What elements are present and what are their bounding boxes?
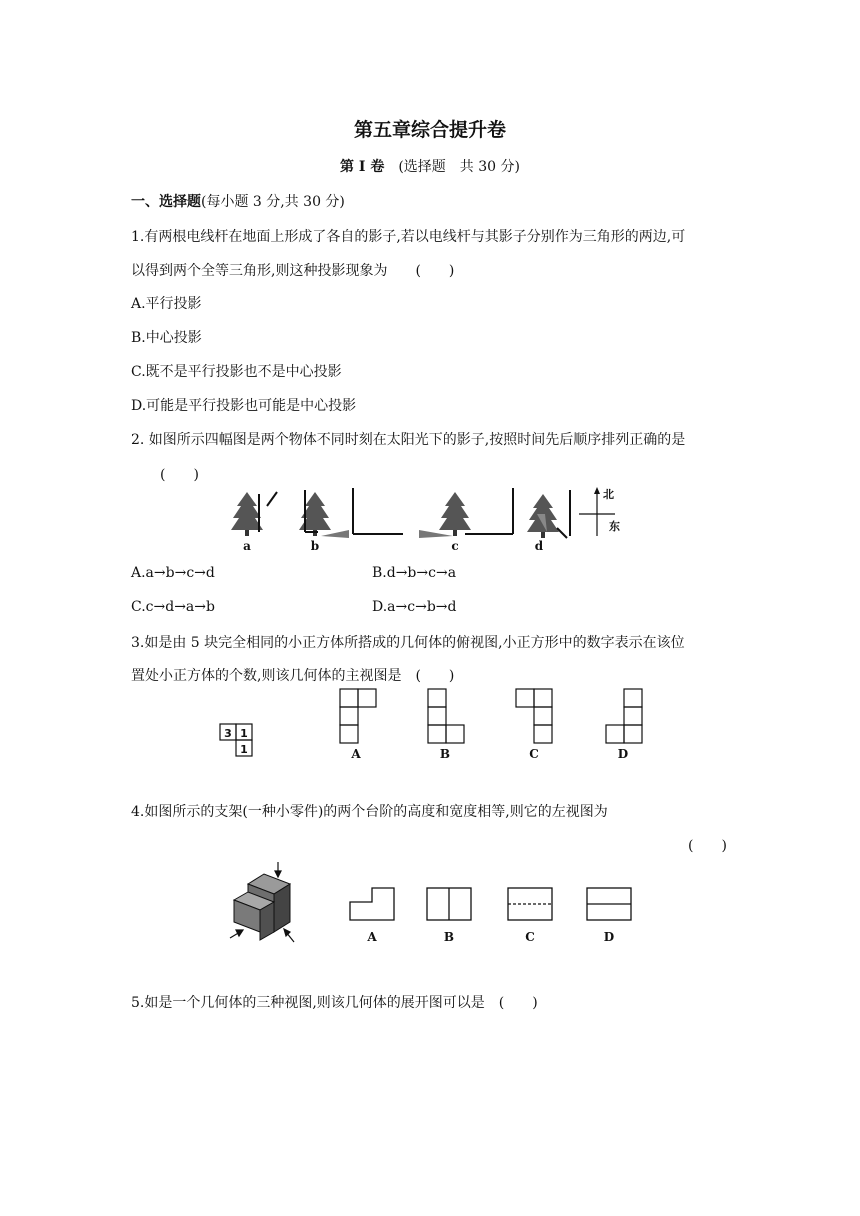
section-detail: (每小题 3 分,共 30 分) [201, 194, 345, 210]
q2-option-b: B.d→b→c→a [372, 565, 457, 581]
q3-figure [210, 686, 650, 766]
choice-label-a: A [367, 930, 377, 944]
q2-option-a: A.a→b→c→d [131, 565, 215, 581]
volume-note: (选择题 共 30 分) [398, 159, 520, 175]
q2-shadow-figure [225, 484, 645, 556]
volume-label: 第 I 卷 [340, 159, 385, 175]
fig-label-a: a [243, 539, 251, 553]
q1-option-a: A.平行投影 [131, 296, 202, 312]
compass-east-label: 东 [609, 520, 620, 533]
q1-stem-line1: 1.有两根电线杆在地面上形成了各自的影子,若以电线杆与其影子分别作为三角形的两边,可 [131, 229, 686, 245]
section-title: 一、选择题 [131, 194, 201, 210]
choice-c-view [508, 888, 552, 920]
choice-label-a: A [351, 747, 361, 761]
choice-label-c: C [529, 747, 539, 761]
page-title: 第五章综合提升卷 [353, 119, 506, 141]
q3-stem-line2: 置处小正方体的个数,则该几何体的主视图是 ( ) [131, 668, 455, 684]
q2-option-d: D.a→c→b→d [372, 599, 457, 615]
grid-number: 3 [224, 727, 232, 740]
choice-label-d: D [617, 747, 629, 761]
choice-label-d: D [603, 930, 615, 944]
q4-stem-line1: 4.如图所示的支架(一种小零件)的两个台阶的高度和宽度相等,则它的左视图为 [131, 804, 608, 820]
q1-option-b: B.中心投影 [131, 330, 202, 346]
q1-stem-line2: 以得到两个全等三角形,则这种投影现象为 ( ) [131, 263, 455, 279]
grid-number: 1 [240, 743, 248, 756]
q2-answer-paren: ( ) [160, 467, 199, 483]
choice-d-view [606, 689, 642, 743]
compass-north-label: 北 [603, 488, 614, 501]
q4-figure [226, 862, 636, 946]
choice-label-c: C [525, 930, 535, 944]
panel-c-tree [419, 492, 471, 538]
choice-c-view [516, 689, 552, 743]
choice-a-view [350, 888, 394, 920]
q5-stem-line1: 5.如是一个几何体的三种视图,则该几何体的展开图可以是 ( ) [131, 995, 538, 1011]
q4-answer-paren: ( ) [688, 838, 727, 854]
fig-label-d: d [534, 539, 544, 553]
volume-subtitle [0, 156, 860, 176]
grid-number: 1 [240, 727, 248, 740]
fig-label-b: b [310, 539, 320, 553]
choice-b-view [427, 888, 471, 920]
panel-d-tree [527, 494, 559, 538]
q2-option-c: C.c→d→a→b [131, 599, 215, 615]
choice-d-view [587, 888, 631, 920]
q1-option-c: C.既不是平行投影也不是中心投影 [131, 364, 342, 380]
choice-label-b: B [439, 747, 451, 761]
fig-label-c: c [451, 539, 459, 553]
q2-stem-line1: 2. 如图所示四幅图是两个物体不同时刻在太阳光下的影子,按照时间先后顺序排列正确的是 [131, 432, 686, 448]
q3-stem-line1: 3.如是由 5 块完全相同的小正方体所搭成的几何体的俯视图,小正方形中的数字表示在该位 [131, 635, 685, 651]
choice-b-view [428, 689, 464, 743]
q1-option-d: D.可能是平行投影也可能是中心投影 [131, 398, 357, 414]
choice-label-b: B [443, 930, 455, 944]
choice-a-view [340, 689, 376, 743]
section-heading [131, 191, 345, 211]
